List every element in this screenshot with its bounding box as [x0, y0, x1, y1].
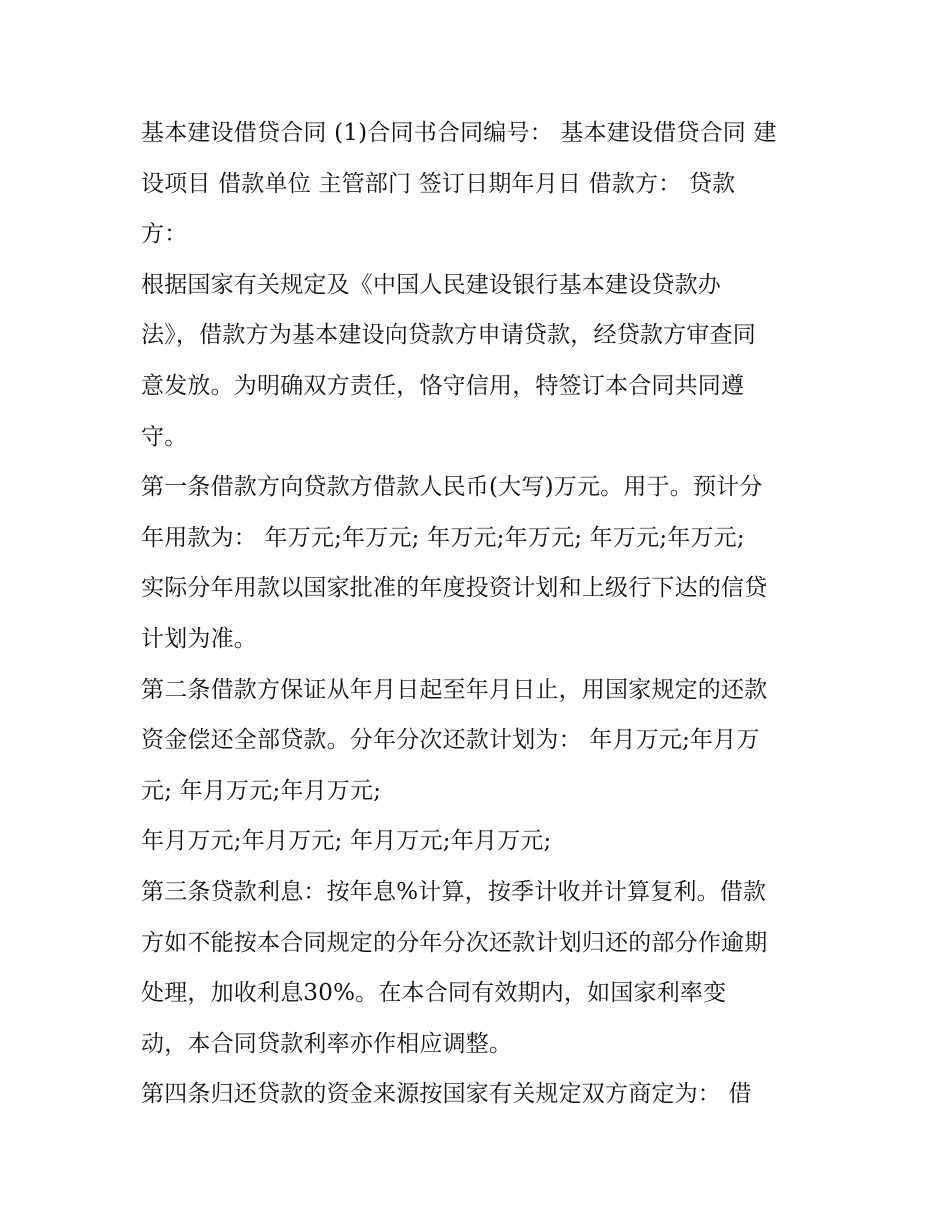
text-line: 第三条贷款利息：按年息%计算，按季计收并计算复利。借款	[141, 878, 767, 905]
text-line: 根据国家有关规定及《中国人民建设银行基本建设贷款办	[141, 271, 721, 298]
text-line: 计划为准。	[141, 625, 257, 652]
text-line: 设项目 借款单位 主管部门 签订日期年月日 借款方： 贷款	[141, 170, 736, 197]
text-line: 第一条借款方向贷款方借款人民币(大写)万元。用于。预计分	[141, 474, 763, 501]
text-line: 年用款为： 年万元;年万元; 年万元;年万元; 年万元;年万元;	[141, 524, 745, 551]
text-line: 动，本合同贷款利率亦作相应调整。	[141, 1030, 513, 1057]
text-line: 处理，加收利息30%。在本合同有效期内，如国家利率变	[141, 980, 727, 1007]
text-line: 年月万元;年月万元; 年月万元;年月万元;	[141, 828, 552, 855]
document-body	[141, 108, 821, 1120]
text-line: 第四条归还贷款的资金来源按国家有关规定双方商定为： 借	[141, 1081, 752, 1108]
text-line: 基本建设借贷合同 (1)合同书合同编号： 基本建设借贷合同 建	[141, 120, 777, 146]
text-line: 方如不能按本合同规定的分年分次还款计划归还的部分作逾期	[141, 929, 768, 956]
text-line: 第二条借款方保证从年月日起至年月日止，用国家规定的还款	[141, 676, 768, 703]
text-line: 资金偿还全部贷款。分年分次还款计划为： 年月万元;年月万	[141, 727, 760, 754]
text-line: 实际分年用款以国家批准的年度投资计划和上级行下达的信贷	[141, 575, 768, 602]
text-line: 守。	[141, 423, 188, 450]
text-line: 意发放。为明确双方责任，恪守信用，特签订本合同共同遵	[141, 372, 745, 399]
text-line: 方：	[141, 221, 188, 248]
text-line: 元; 年月万元;年月万元;	[141, 777, 382, 804]
text-line: 法》，借款方为基本建设向贷款方申请贷款，经贷款方审查同	[141, 322, 756, 349]
